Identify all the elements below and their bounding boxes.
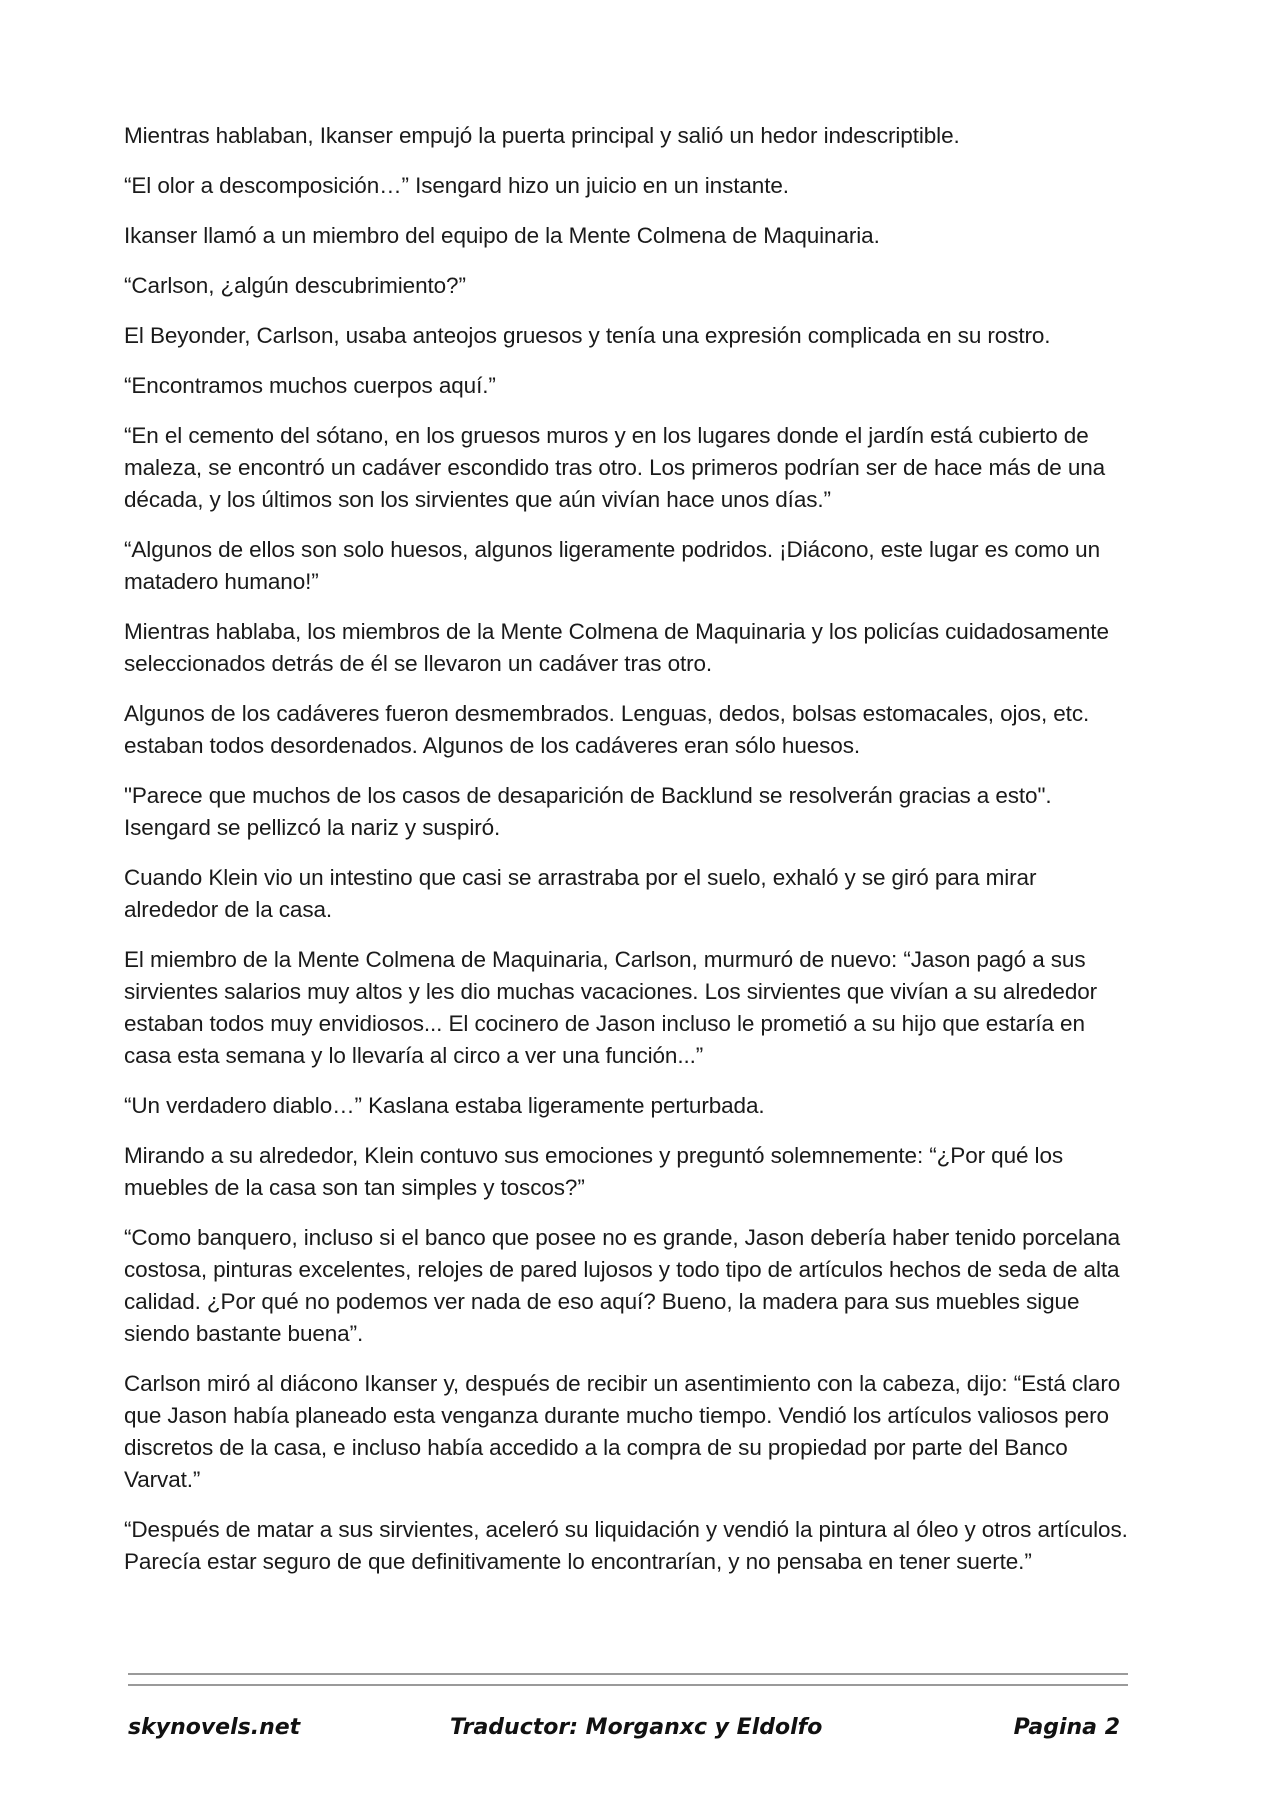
paragraph: "Parece que muchos de los casos de desaparición de Backlund se resolverán gracias a esto". Isengard se pellizcó la nariz y suspiró. [124,783,1052,840]
footer-page-number: Pagina 2 [1013,1715,1120,1740]
paragraph: El miembro de la Mente Colmena de Maquinaria, Carlson, murmuró de nuevo: “Jason pagó a sus sirvientes salarios muy altos y les dio muchas vacaciones. Los sirvientes que vivían a su alrededor estaban todos muy envidiosos... El cocinero de Jason incluso le prometió a su hijo que estaría en casa esta semana y lo llevaría al circo a ver una función...” [124,947,1098,1068]
paragraph: Cuando Klein vio un intestino que casi se arrastraba por el suelo, exhaló y se giró para mirar alrededor de la casa. [124,865,1037,922]
footer-divider [128,1684,1128,1686]
paragraph: Carlson miró al diácono Ikanser y, después de recibir un asentimiento con la cabeza, dijo: “Está claro que Jason había planeado esta venganza durante mucho tiempo. Vendió los artículos valiosos pero discretos de la casa, e incluso había accedido a la compra de su propiedad por parte del Banco Varvat.” [124,1371,1121,1492]
footer-site: skynovels.net [128,1715,301,1740]
paragraph: “El olor a descomposición…” Isengard hizo un juicio en un instante. [124,173,789,198]
paragraph: “Encontramos muchos cuerpos aquí.” [124,373,496,398]
document-body [124,120,1134,1596]
paragraph: “Algunos de ellos son solo huesos, algunos ligeramente podridos. ¡Diácono, este lugar es como un matadero humano!” [124,537,1100,594]
paragraph: “Carlson, ¿algún descubrimiento?” [124,273,466,298]
paragraph: “Un verdadero diablo…” Kaslana estaba ligeramente perturbada. [124,1093,765,1118]
paragraph: Algunos de los cadáveres fueron desmembrados. Lenguas, dedos, bolsas estomacales, ojos, etc. estaban todos desordenados. Algunos de los cadáveres eran sólo huesos. [124,701,1090,758]
paragraph: “Como banquero, incluso si el banco que posee no es grande, Jason debería haber tenido porcelana costosa, pinturas excelentes, relojes de pared lujosos y todo tipo de artículos hechos de seda de alta calidad. ¿Por qué no podemos ver nada de eso aquí? Bueno, la madera para sus muebles sigue siendo bastante buena”. [124,1225,1121,1346]
footer-divider [128,1673,1128,1675]
paragraph: Mientras hablaba, los miembros de la Mente Colmena de Maquinaria y los policías cuidadosamente seleccionados detrás de él se llevaron un cadáver tras otro. [124,619,1109,676]
paragraph: “En el cemento del sótano, en los gruesos muros y en los lugares donde el jardín está cubierto de maleza, se encontró un cadáver escondido tras otro. Los primeros podrían ser de hace más de una década, y los últimos son los sirvientes que aún vivían hace unos días.” [124,423,1106,512]
paragraph: Mirando a su alrededor, Klein contuvo sus emociones y preguntó solemnemente: “¿Por qué los muebles de la casa son tan simples y toscos?” [124,1143,1064,1200]
page-footer [128,1715,1128,1751]
paragraph: El Beyonder, Carlson, usaba anteojos gruesos y tenía una expresión complicada en su rostro. [124,323,1051,348]
paragraph: “Después de matar a sus sirvientes, aceleró su liquidación y vendió la pintura al óleo y otros artículos. Parecía estar seguro de que definitivamente lo encontrarían, y no pensaba en tener suerte.” [124,1517,1128,1574]
paragraph: Ikanser llamó a un miembro del equipo de la Mente Colmena de Maquinaria. [124,223,880,248]
paragraph: Mientras hablaban, Ikanser empujó la puerta principal y salió un hedor indescriptible. [124,123,960,148]
footer-translator: Traductor: Morganxc y Eldolfo [450,1715,823,1740]
